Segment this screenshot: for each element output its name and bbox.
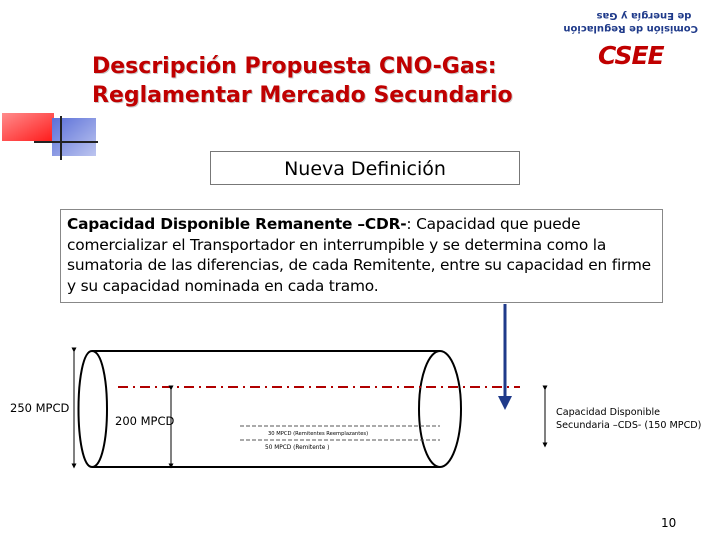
definition-text: : Capacidad que puede comercializar el Transportador en interrumpible y se determina como la sumatoria de las diferencias, de cada Remitente, entre su capacidad en firme y su capacidad nominada en cada tramo.	[67, 215, 651, 295]
title-line2: Reglamentar Mercado Secundario	[92, 83, 513, 108]
corner-blue-fade	[52, 118, 96, 156]
pipe-diagram	[0, 300, 720, 480]
pipe-right-end	[419, 351, 461, 467]
definition-box	[60, 209, 663, 303]
label-250: 250 MPCD	[10, 401, 70, 415]
new-definition-box: Nueva Definición	[210, 151, 520, 185]
page-number: 10	[661, 516, 677, 530]
title-line1: Descripción Propuesta CNO-Gas:	[92, 54, 497, 79]
label-30: 30 MPCD (Remitentes Reemplazantes)	[268, 431, 369, 437]
logo-word: CSEE	[598, 41, 664, 70]
page-title	[92, 52, 592, 110]
corner-red-fade	[2, 113, 54, 141]
pipe-inner-curve	[92, 351, 107, 467]
logo-mirrored-line1: de Energía y Gas	[596, 10, 692, 21]
pointer-arrowhead	[498, 396, 512, 410]
pipe-left-end	[79, 351, 93, 467]
definition-term: Capacidad Disponible Remanente –CDR-	[67, 215, 407, 233]
creg-logo	[563, 8, 698, 70]
logo-mirrored-line2: Comisión de Regulación	[563, 23, 698, 34]
label-50: 50 MPCD (Remitente )	[265, 445, 330, 451]
label-200: 200 MPCD	[115, 414, 175, 428]
label-cds: Capacidad Disponible Secundaria –CDS- (150 MPCD)	[556, 407, 702, 431]
